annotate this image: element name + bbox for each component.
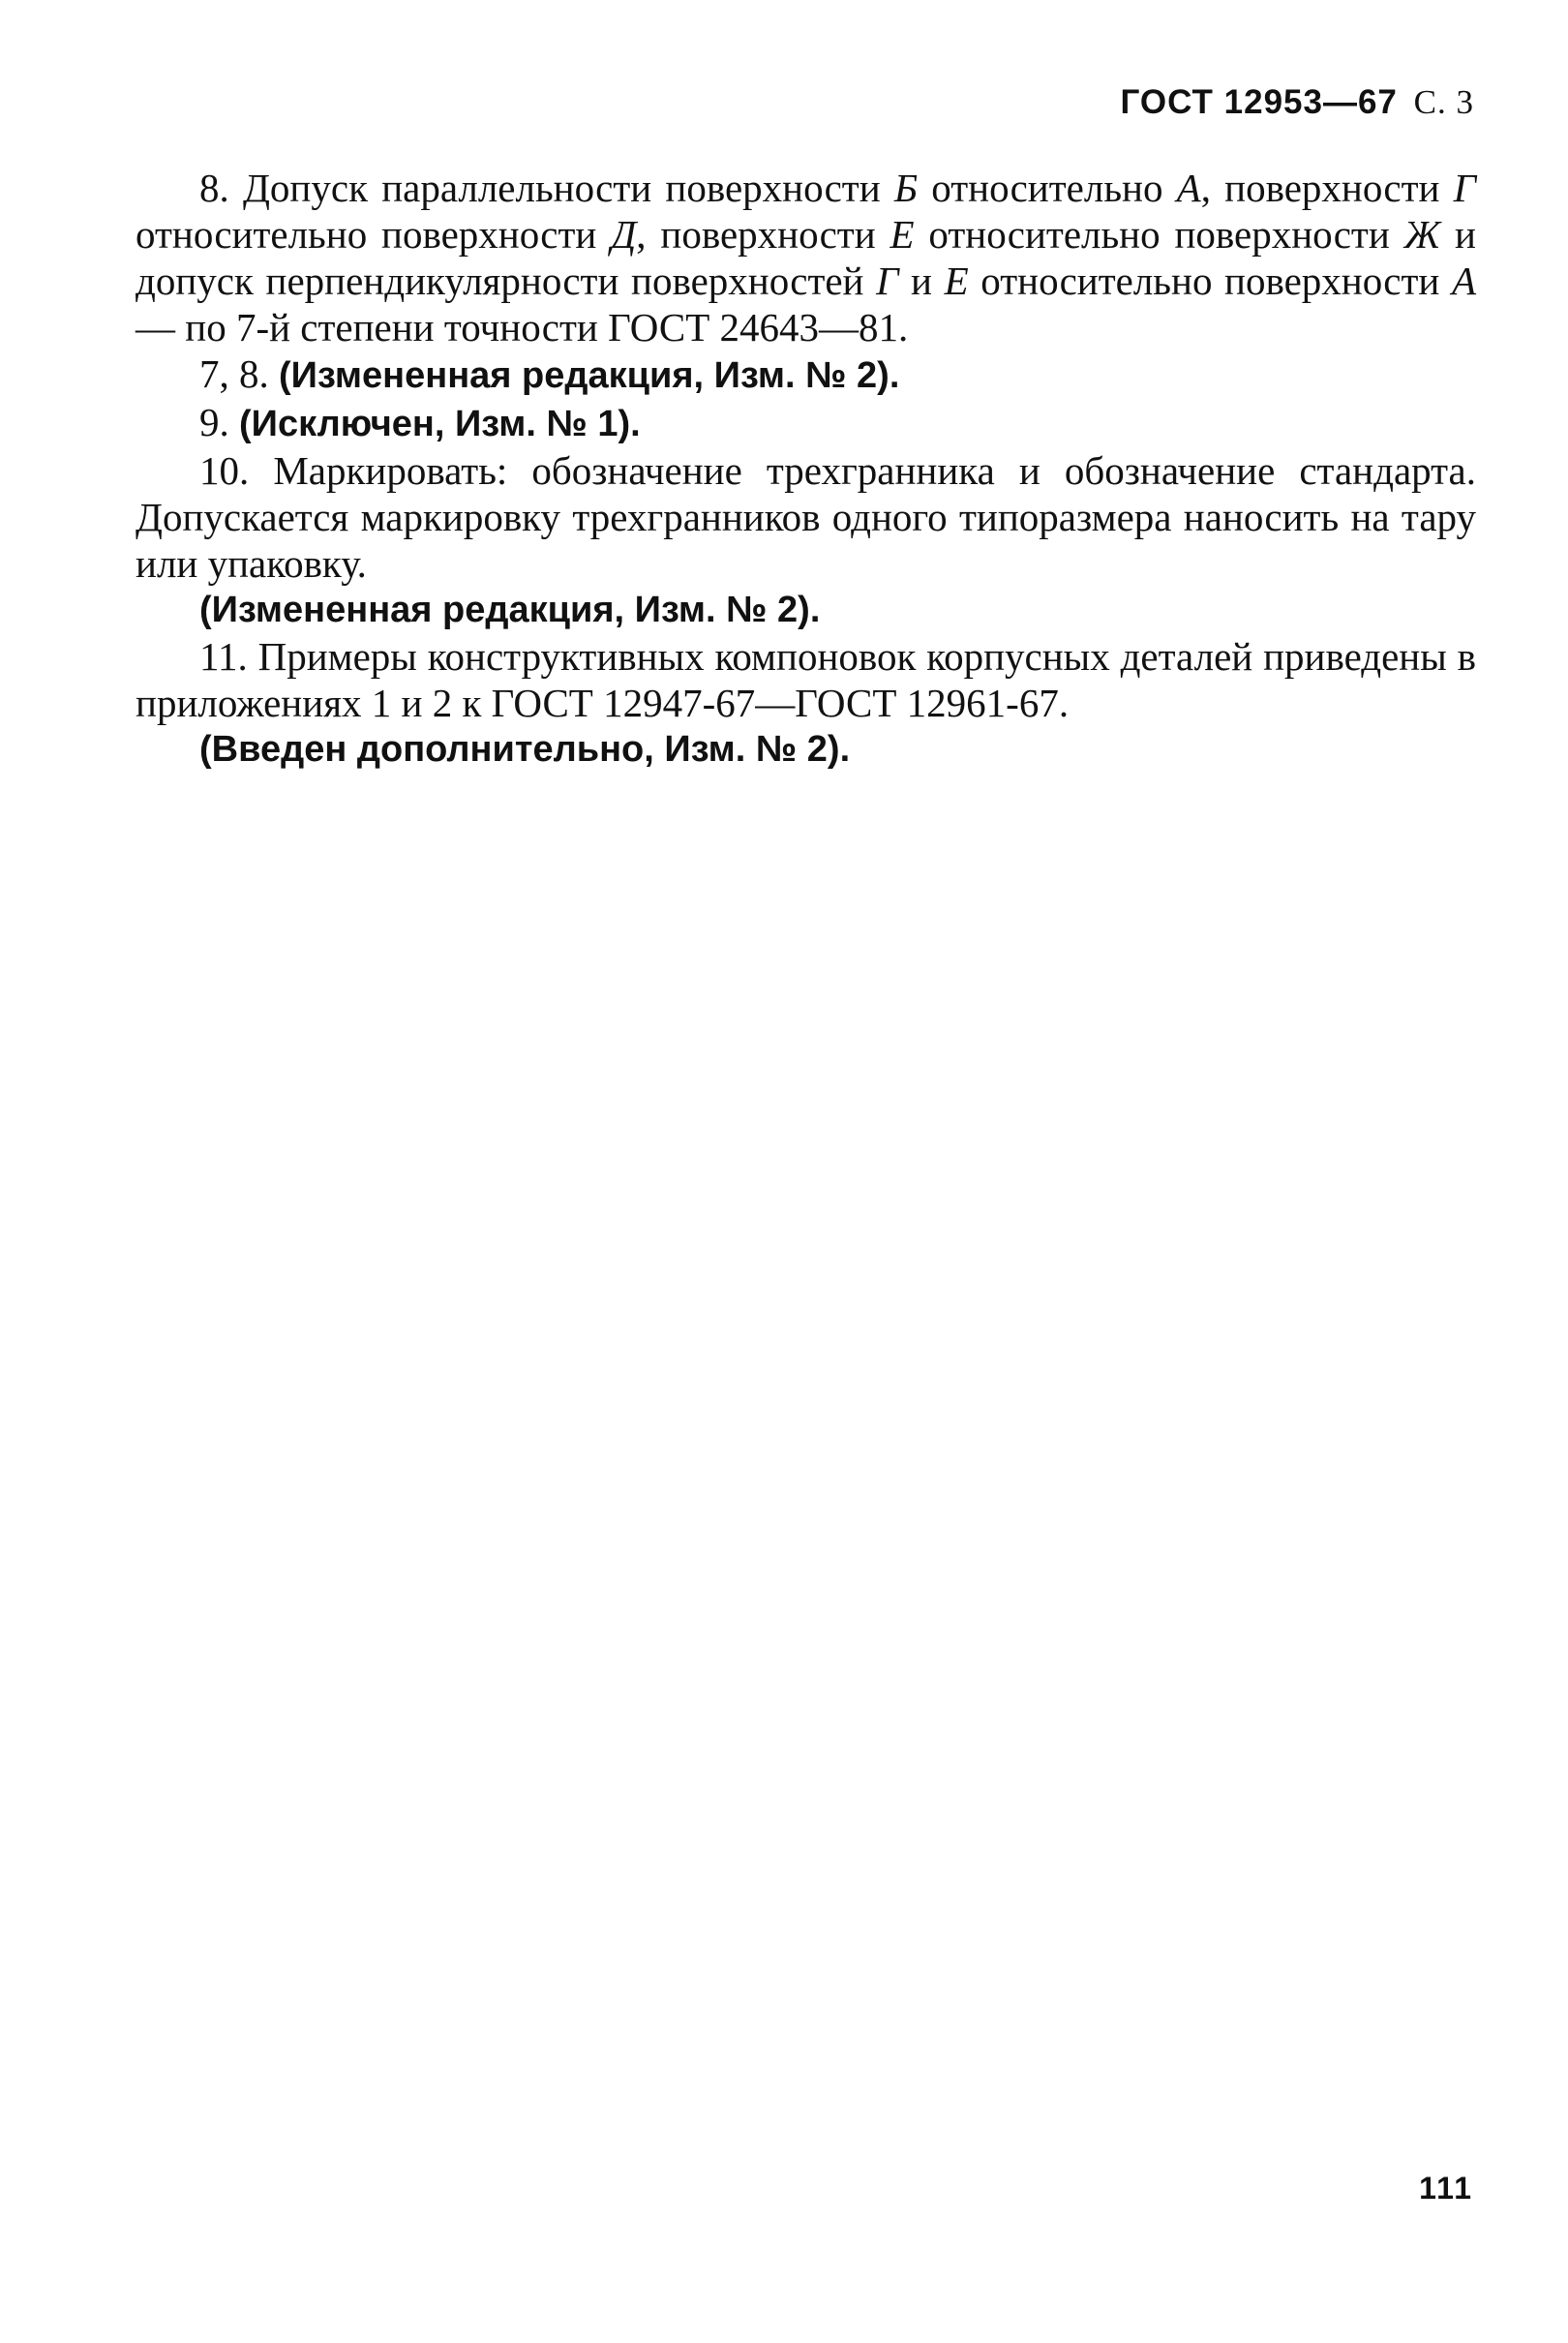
clause-number: 9. [199, 400, 239, 444]
surface-mark: Б [893, 166, 919, 210]
clause-8: 8. Допуск параллельности поверхности Б относительно А, поверхности Г относительно поверхности Д, поверхности Е относительно поверхности Ж и допуск перпендикулярности поверхностей Г и Е относительно поверхности А — по 7-й степени точности ГОСТ 24643—81. [136, 166, 1476, 350]
clause-11: 11. Примеры конструктивных компоновок корпусных деталей приведены в приложениях 1 и 2 к ГОСТ 12947-67—ГОСТ 12961-67. [136, 634, 1476, 725]
amendment-text: (Исключен, Изм. № 1). [239, 404, 641, 444]
surface-mark: Е [890, 212, 915, 257]
surface-mark: Е [944, 259, 969, 303]
page-number: 111 [1419, 2171, 1473, 2206]
amendment-note-11: (Введен дополнительно, Изм. № 2). [199, 729, 851, 770]
header-page-label: С. 3 [1413, 83, 1474, 121]
surface-mark: Г [876, 259, 899, 303]
standard-designation: ГОСТ 12953—67 [1120, 83, 1398, 121]
surface-mark: А [1176, 166, 1201, 210]
amendment-note-9 [136, 399, 1476, 447]
surface-mark: Д [611, 212, 637, 257]
amendment-note-10: (Измененная редакция, Изм. № 2). [199, 590, 821, 630]
amendment-note-7-8 [136, 350, 1476, 399]
surface-mark: Ж [1403, 212, 1441, 257]
clause-number: 7, 8. [199, 351, 279, 396]
surface-mark: А [1451, 259, 1476, 303]
page-header [1121, 83, 1474, 122]
amendment-text: (Измененная редакция, Изм. № 2). [279, 355, 900, 396]
clause-10: 10. Маркировать: обозначение трехгранника и обозначение стандарта. Допускается маркировку трехгранников одного типоразмера наносить на тару или упаковку. [136, 448, 1476, 586]
surface-mark: Г [1453, 166, 1476, 210]
document-body [136, 165, 1476, 773]
